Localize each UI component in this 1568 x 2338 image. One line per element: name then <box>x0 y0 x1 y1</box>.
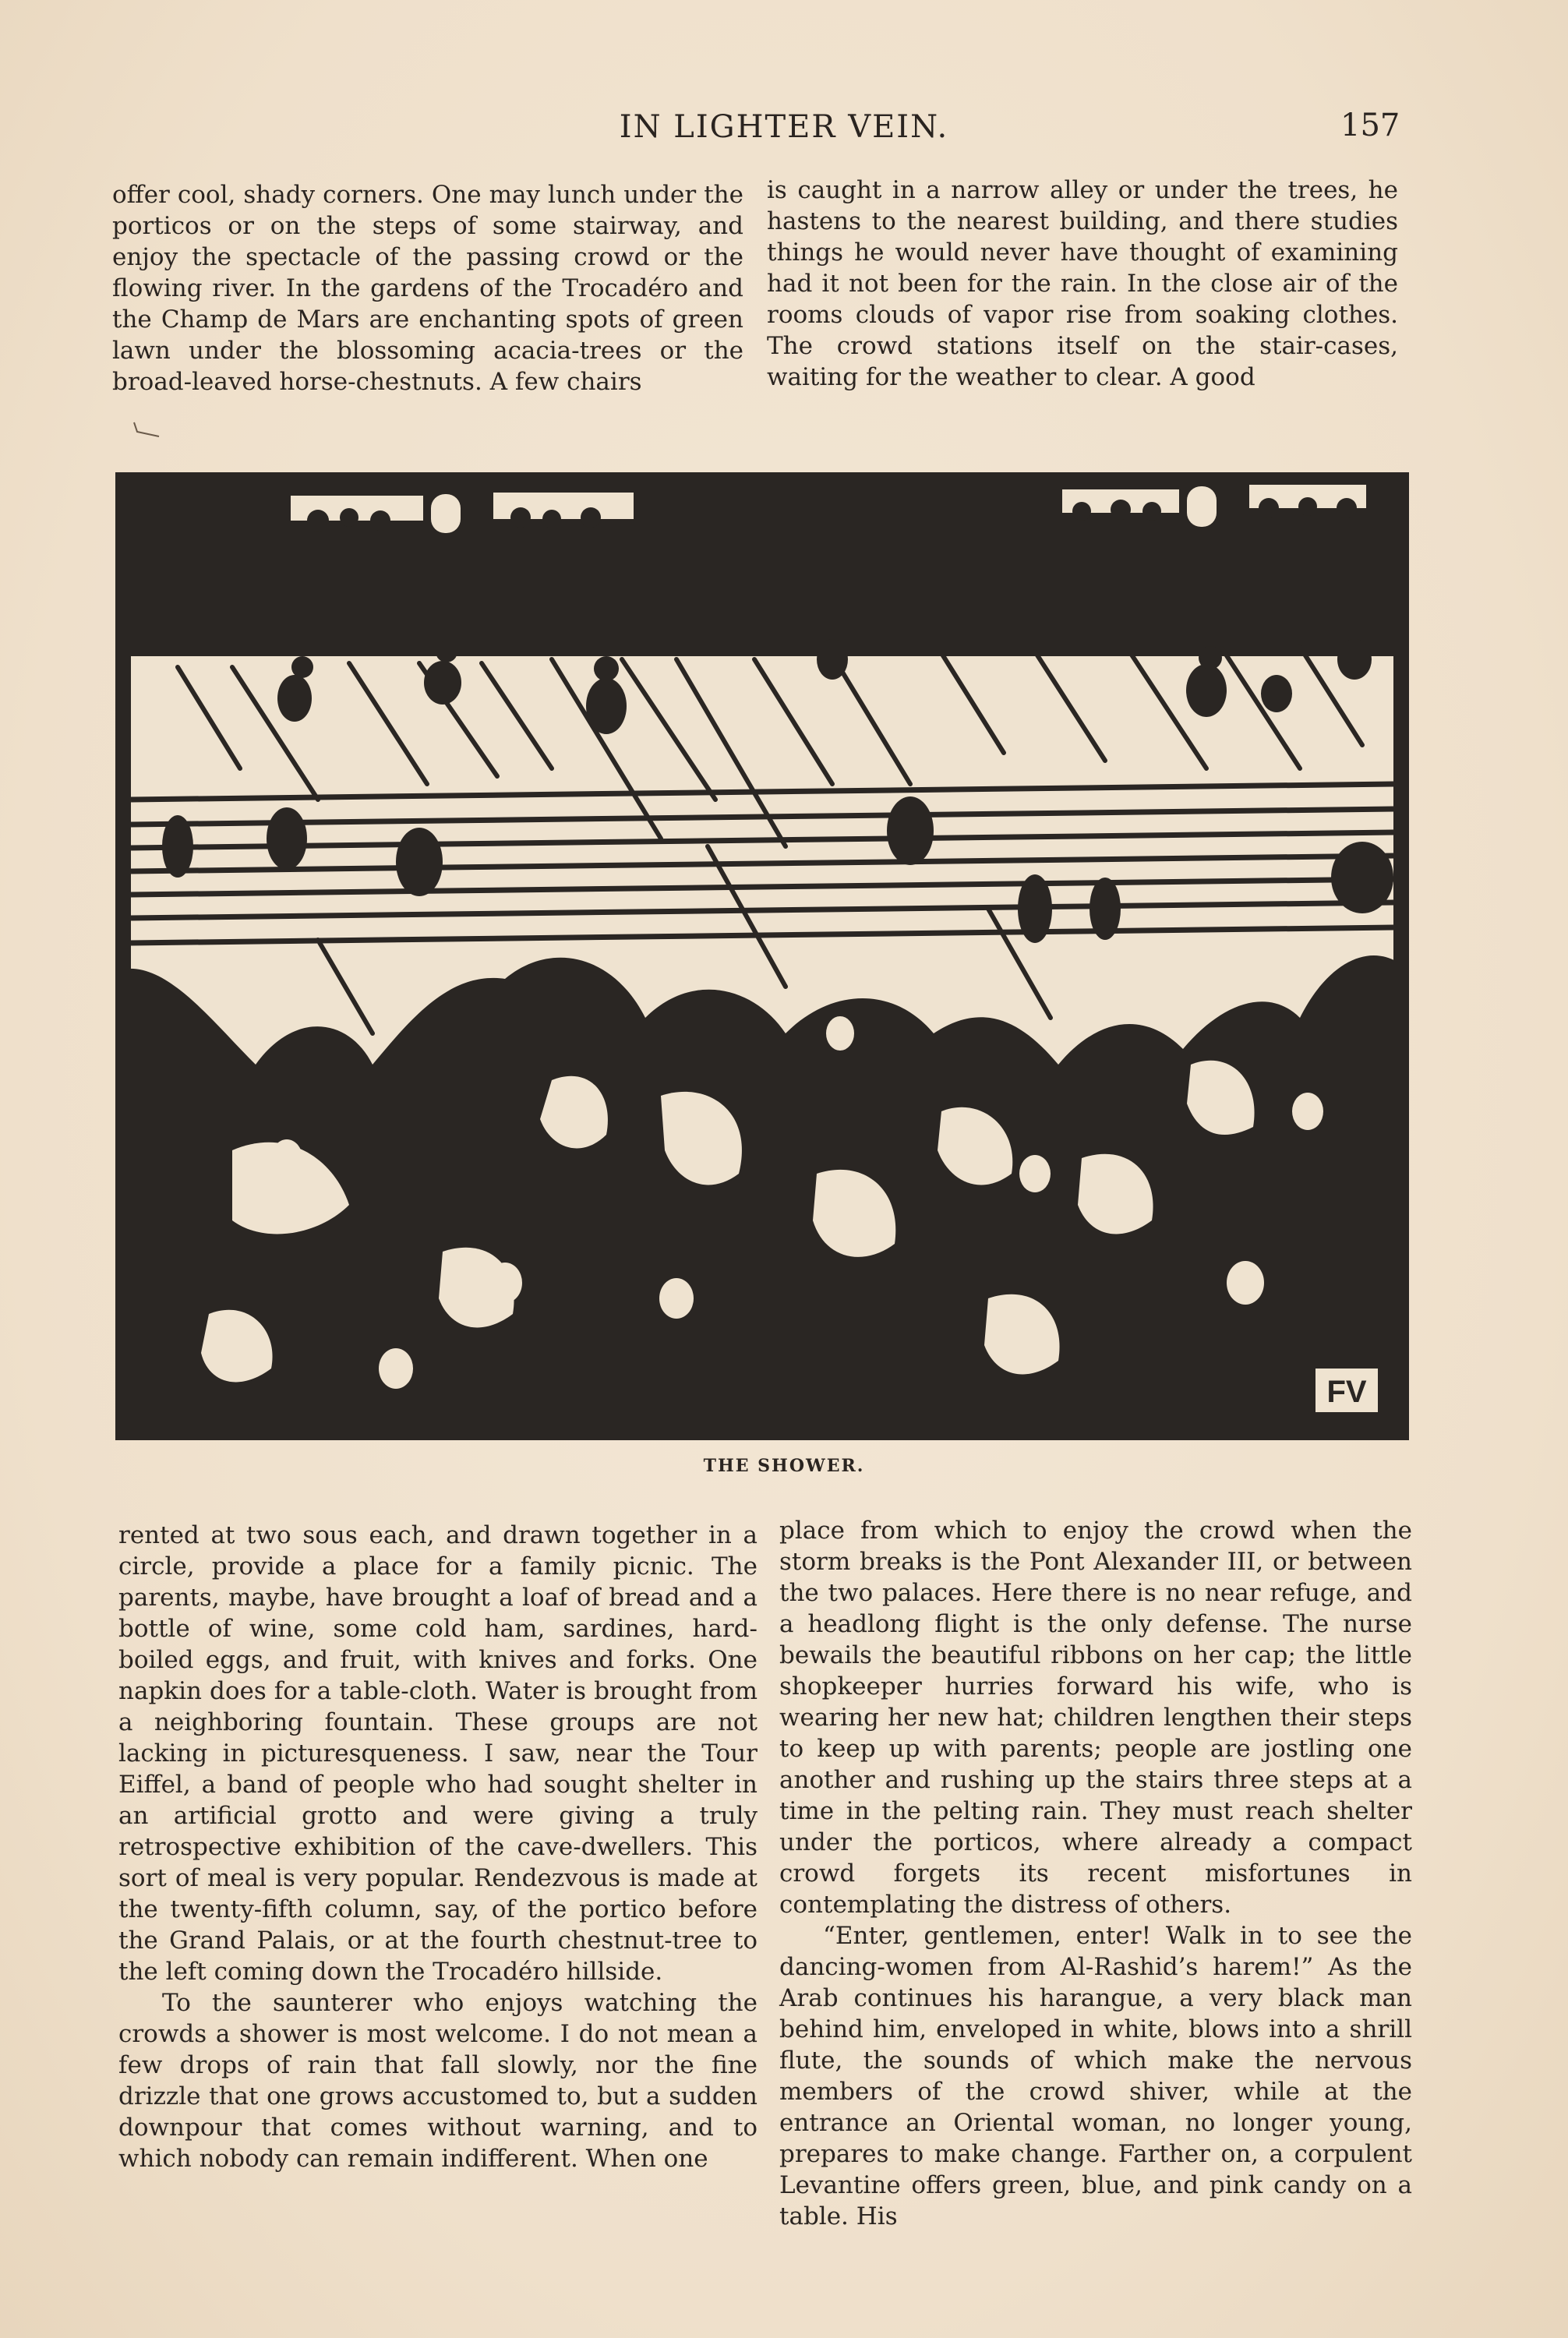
paragraph: To the saunterer who enjoys watching the crowds a shower is most welcome. I do not mean a few drops of rain that fall slowly, nor the fine drizzle that one grows accustomed to, but a sudden downpour that comes without warning, and to which nobody can remain indifferent. When one <box>118 1989 758 2173</box>
paragraph: place from which to enjoy the crowd when the storm breaks is the Pont Alexander III, or between the two palaces. Here there is no near refuge, and a headlong flight is the only defense. The nurse bewails the beautiful ribbons on her cap; the little shopkeeper hurries forward his wife, who is wearing her new hat; children lengthen their steps to keep up with parents; people are jostling one another and rushing up the stairs three steps at a time in the pelting rain. They must reach shelter under the porticos, where already a compact crowd forgets its recent misfortunes in contemplating the distress of others. <box>779 1517 1412 1919</box>
paragraph: rented at two sous each, and drawn together in a circle, provide a place for a family picnic. The parents, maybe, have brought a loaf of bread and a bottle of wine, some cold ham, sardines, hard-boiled eggs, and fruit, with knives and forks. One napkin does for a table-cloth. Water is brought from a neighboring fountain. These groups are not lacking in picturesqueness. I saw, near the Tour Eiffel, a band of people who had sought shelter in an artificial grotto and were giving a truly retrospective exhibition of the cave-dwellers. This sort of meal is very popular. Rendezvous is made at the twenty-fifth column, say, of the portico before the Grand Palais, or at the fourth chestnut-tree to the left coming down the Trocadéro hillside. <box>118 1521 758 1986</box>
text-column-bottom-right <box>779 1515 1412 2232</box>
text-column-top-left <box>112 179 743 397</box>
woodcut-image <box>115 472 1409 1440</box>
paragraph: “Enter, gentlemen, enter! Walk in to see the dancing-women from Al-Rashid’s harem!” As the Arab continues his harangue, a very black man behind him, enveloped in white, blows into a shrill flute, the sounds of which make the nervous members of the crowd shiver, while at the entrance an Oriental woman, no longer young, prepares to make change. Farther on, a corpulent Levantine offers green, blue, and pink candy on a table. His <box>779 1922 1412 2230</box>
monogram: FV <box>1326 1375 1367 1409</box>
page-number: 157 <box>1340 108 1400 143</box>
paragraph: is caught in a narrow alley or under the trees, he hastens to the nearest building, and there studies things he would never have thought of examining had it not been for the rain. In the close air of the rooms clouds of vapor rise from soaking clothes. The crowd stations itself on the stair-cases, waiting for the weather to clear. A good <box>767 176 1398 391</box>
running-title: IN LIGHTER VEIN. <box>619 109 949 145</box>
text-column-bottom-left <box>118 1520 758 2174</box>
text-column-top-right <box>767 175 1398 393</box>
margin-mark <box>132 421 164 438</box>
figure-caption: THE SHOWER. <box>703 1456 865 1476</box>
illustration-the-shower <box>115 472 1409 1440</box>
paragraph: offer cool, shady corners. One may lunch under the porticos or on the steps of some stairway, and enjoy the spectacle of the passing crowd or the flowing river. In the gardens of the Trocadéro and the Champ de Mars are enchanting spots of green lawn under the blossoming acacia-trees or the broad-leaved horse-chestnuts. A few chairs <box>112 181 743 396</box>
